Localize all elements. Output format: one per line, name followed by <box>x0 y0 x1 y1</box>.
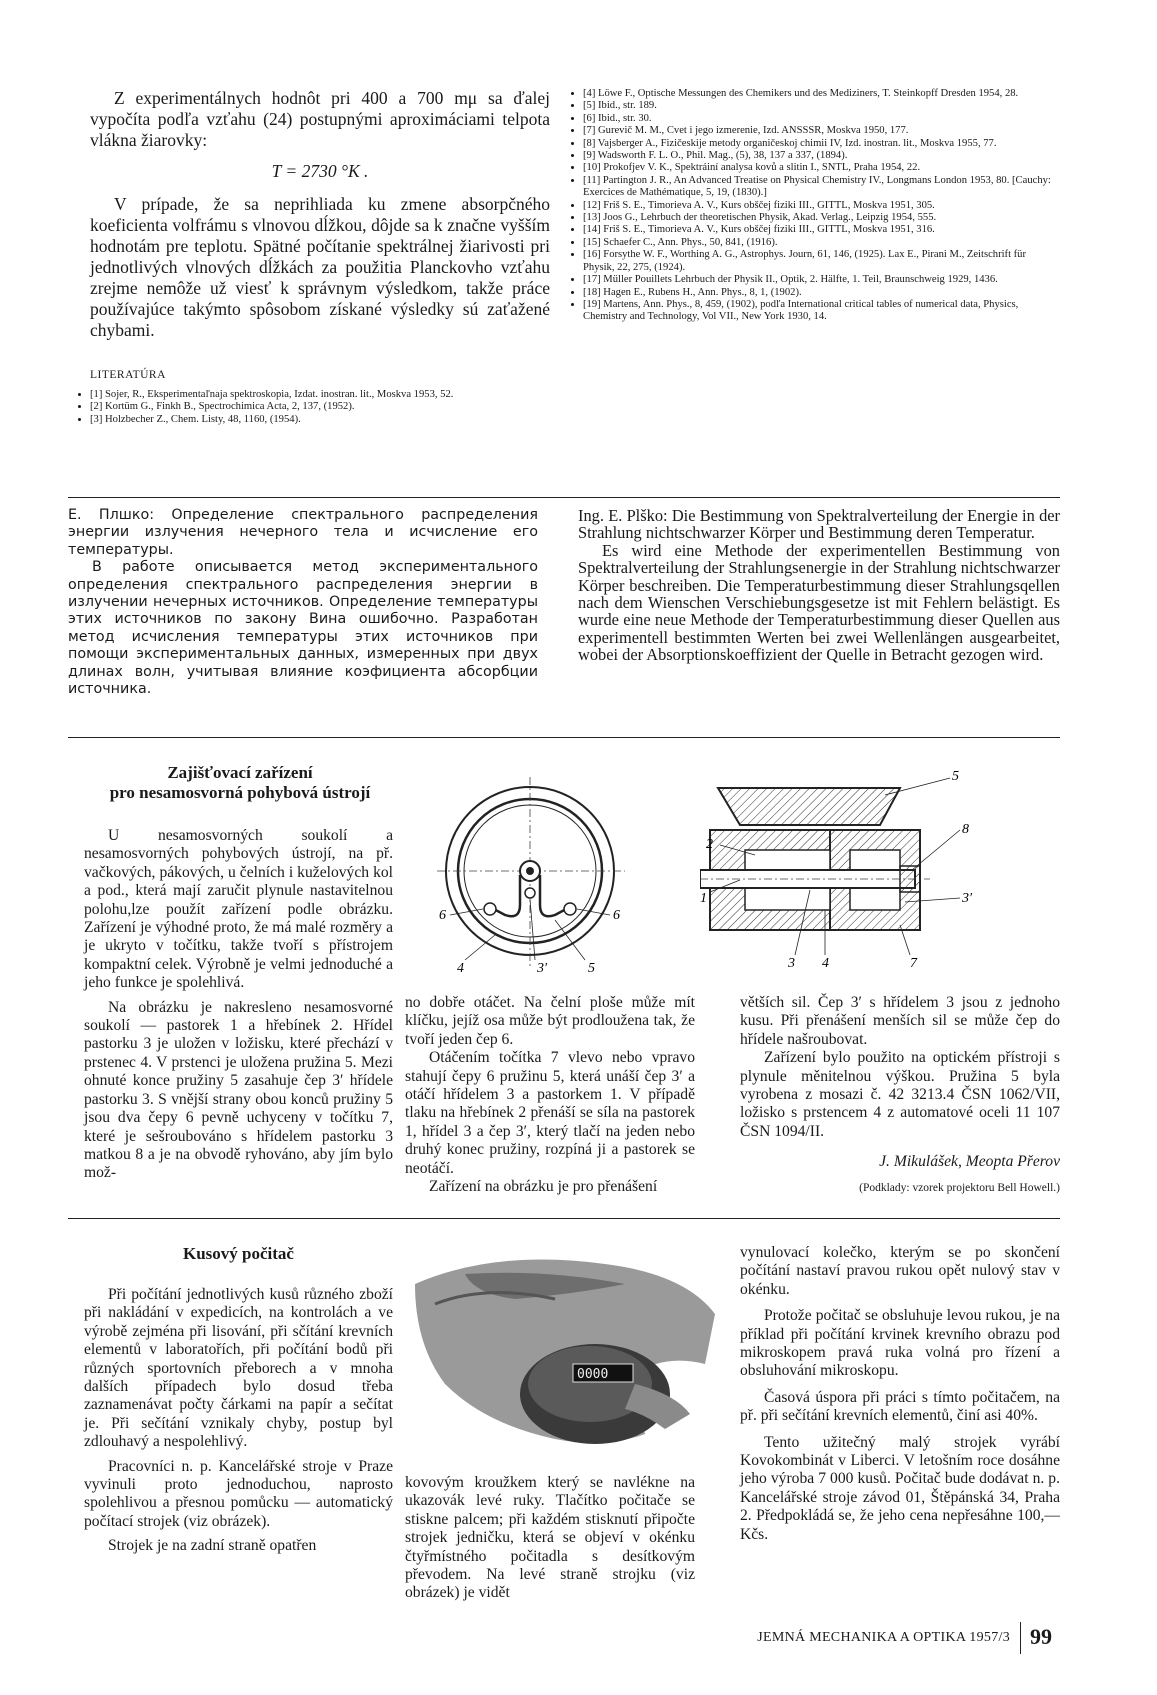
article1-column-3 <box>740 994 1060 1194</box>
fig-label: 3′ <box>962 891 973 906</box>
reference-item: • [12] Friš S. E., Timorieva A. V., Kurs obščej fiziki III., GITTL, Moskva 1951, 305. <box>583 200 1059 212</box>
reference-item: • [9] Wadsworth F. L. O., Phil. Mag., (5), 38, 137 a 337, (1894). <box>583 150 1059 162</box>
abstract-body: В работе описывается метод экспериментального определения спектрального распределения энергии в излучении нечерных источников. Определение температуры этих источников по закону Вина ошибочно. Разработан метод исчисления температуры этих источников при помощи экспериментальных данных, измеренных при двух длинах волн, учитывая влияние коэфициента абсорбции источника. <box>68 559 538 698</box>
reference-item: • [14] Friš S. E., Timorieva A. V., Kurs obščej fiziki III., GITTL, Moskva 1951, 316. <box>583 224 1059 236</box>
fig-label: 8 <box>962 822 969 837</box>
reference-item: • [18] Hagen E., Rubens H., Ann. Phys., 8, 1, (1902). <box>583 287 1059 299</box>
article2-column-2 <box>405 1474 695 1603</box>
figure-section-view <box>700 770 1030 975</box>
formula: T = 2730 °K . <box>271 161 369 181</box>
divider <box>68 497 1060 498</box>
fig-label: 5 <box>952 770 959 784</box>
reference-item: • [5] Ibid., str. 189. <box>583 100 1059 112</box>
photo-hand-counter <box>405 1244 725 1449</box>
paragraph: Tento užitečný malý strojek vyrábí Kovokombinát v Liberci. V letošním roce dosáhne jeho výroba 7 000 kusů. Počitač bude dodávat n. p. Kancelářské stroje závod 01, Štěpánská 34, Praha 2. Předpokládá se, že jeho cena nepřesáhne 100,— Kčs. <box>740 1433 1060 1543</box>
paragraph: Strojek je na zadní straně opatřen <box>108 1537 317 1555</box>
fig-label: 3 <box>788 956 795 971</box>
reference-item: • [11] Partington J. R., An Advanced Treatise on Physical Chemistry IV., Longmans London 1953, 80. [Cauchy: Exercices de Mathématique, 5, 19, (1830).] <box>583 175 1059 200</box>
abstract-body: Es wird eine Methode der experimentellen Bestimmung von Spektralverteilung der Strahlungsenergie in der Strahlung nichtschwarzer Körper beschreiben. Die Temperaturbestimmung dieser Strahlungsqellen nach dem Wienschen Verschiebungsgesetze ist mit Fehlern belästigt. Es wurde eine neue Methode der Temperaturbestimmung dieser Quellen aus experimentell bestimmten Werten bei zwei Wellenlängen ausgearbeitet, wobei der Absorptionskoeffizient der Quelle in Betracht gezogen wird. <box>578 540 1060 665</box>
top-left-column <box>90 88 550 426</box>
abstract-german <box>578 507 1060 664</box>
reference-item: • [15] Schaefer C., Ann. Phys., 50, 841, (1916). <box>583 237 1059 249</box>
reference-item: • [1] Sojer, R., Eksperimentaľnaja spektroskopia, Izdat. inostran. lit., Moskva 1953, 52. <box>90 389 550 401</box>
abstract-title: Ing. E. Plško: Die Bestimmung von Spektralverteilung der Energie in der Strahlung nichtschwarzer Körper und Bestimmung deren Temperatur. <box>578 506 1060 543</box>
paragraph: Otáčením točítka 7 vlevo nebo vpravo stahují čepy 6 pružinu 5, která unáší čep 3′ a otáčí hřídelem 3 a pastorkem 1. V případě tlaku na hřebínek 2 přenáší se síla na pastorek 1, hřídel 3 a čep 3′, který tlačí na jeden nebo druhý konec pružiny, rozpíná ji a pastorek se neotáčí. <box>405 1049 695 1177</box>
article-title <box>80 763 400 803</box>
article2-column-1 <box>84 1286 393 1556</box>
fig-label: 6 <box>613 908 620 923</box>
figure-front-view <box>435 775 675 975</box>
reference-list <box>583 88 1059 324</box>
page-number: 99 <box>1030 1624 1052 1649</box>
paragraph: Časová úspora při práci s tímto počitačem, na př. při sečítání krevních elementů, činí asi 40%. <box>740 1388 1060 1425</box>
title-line: Zajišťovací zařízení <box>167 763 313 782</box>
paragraph: Z experimentálnych hodnôt pri 400 a 700 mμ sa ďalej vypočíta podľa vzťahu (24) postupnými aproximáciami telpota vlákna žiarovky: <box>90 88 550 150</box>
fig-label: 6 <box>439 908 446 923</box>
title-line: pro nesamosvorná pohybová ústrojí <box>109 783 371 802</box>
note: (Podklady: vzorek projektoru Bell Howell.) <box>859 1181 1060 1194</box>
reference-item: • [7] Gurevič M. M., Cvet i jego izmerenie, Izd. ANSSSR, Moskva 1950, 177. <box>583 125 1059 137</box>
divider <box>68 737 1060 738</box>
paragraph: Protože počitač se obsluhuje levou rukou, je na příklad při počítání krvinek krevního obrazu pod mikroskopem pravá ruka volná pro řízení a obsluhování mikroskopu. <box>740 1307 1060 1380</box>
title: Kusový počitač <box>183 1244 294 1263</box>
reference-item: • [10] Prokofjev V. K., Spektráiní analysa kovů a slitin I., SNTL, Praha 1954, 22. <box>583 162 1059 174</box>
reference-item: • [6] Ibid., str. 30. <box>583 113 1059 125</box>
article2-title <box>84 1244 393 1264</box>
reference-item: • [2] Kortüm G., Finkh B., Spectrochimica Acta, 2, 137, (1952). <box>90 401 550 413</box>
reference-item: • [16] Forsythe W. F., Worthing A. G., Astrophys. Journ, 61, 146, (1925). Lax E., Pirani M., Zeitschrift für Physik, 22, 275, (1924). <box>583 249 1059 274</box>
paragraph: V prípade, že sa neprihliada ku zmene absorpčného koeficienta volfrámu s vlnovou dĺžkou, dôjde sa k značne vyšším hodnotám pre teplotu. Spätné počítanie spektrálnej žiarivosti pri jednotlivých vlnových dĺžkách za použitia Planckovho vzťahu zrejme nemôže už viesť k správnym výsledkom, takže práce používajúce takýmto spôsobom získané výsledky sú zaťažené chybami. <box>90 194 550 340</box>
reference-item: • [8] Vajsberger A., Fizičeskije metody organičeskoj chimii IV, Izd. inostran. lit., Moskva 1955, 77. <box>583 138 1059 150</box>
journal-footer: JEMNÁ MECHANIKA A OPTIKA 1957/3 <box>757 1630 1010 1645</box>
fig-label: 4 <box>457 961 464 975</box>
paragraph: kovovým kroužkem který se navlékne na ukazovák levé ruky. Tlačítko počitače se stiskne palcem; při každém stisknutí připočte strojek jedničku, která se objeví v okénku čtyřmístného počitadla s desítkovým převodem. Na levé straně strojku (viz obrázek) je vidět <box>405 1474 695 1602</box>
reference-item: • [3] Holzbecher Z., Chem. Listy, 48, 1160, (1954). <box>90 414 550 426</box>
reference-list <box>90 389 550 426</box>
divider <box>68 1218 1060 1219</box>
paragraph: vynulovací kolečko, kterým se po skončení počítání nastaví pravou rukou opět nulový stav v okénku. <box>740 1244 1060 1298</box>
author: J. Mikulášek, Meopta Přerov <box>879 1153 1060 1171</box>
literature-heading: LITERATÚRA <box>90 369 166 381</box>
paragraph: U nesamosvorných soukolí a nesamosvorných pohybových ústrojí, na př. vačkových, pákových, u čelních i kuželových kol a pod., která mají zaručit plynule nastavitelnou polohu,lze použít zařízení podle obrázku. Zařízení je výhodné proto, že má malé rozměry a je ukryto v točítku, takže tvoří s přístrojem kompaktní celek. Výrobně je velmi jednoduché a jeho funkce je spolehlivá. <box>84 827 393 992</box>
fig-label: 1 <box>700 891 707 906</box>
article1-column-1 <box>84 827 393 1183</box>
reference-item: • [4] Löwe F., Optische Messungen des Chemikers und des Mediziners, T. Steinkopff Dresden 1954, 28. <box>583 88 1059 100</box>
fig-label: 3′ <box>537 961 548 975</box>
article1-column-2 <box>405 994 695 1196</box>
paragraph: Pracovníci n. p. Kancelářské stroje v Praze vyvinuli proto jednoduchou, naprosto spolehlivou a přesnou pomůcku — automatický počítací strojek (viz obrázek). <box>84 1457 393 1530</box>
reference-item: • [17] Müller Pouillets Lehrbuch der Physik II., Optik, 2. Hälfte, 1. Teil, Braunschweig 1929, 1436. <box>583 274 1059 286</box>
paragraph: Zařízení na obrázku je pro přenášení <box>429 1178 658 1196</box>
footer-divider <box>1020 1622 1021 1654</box>
counter-display: 0000 <box>577 1367 609 1382</box>
fig-label: 4 <box>822 956 829 971</box>
fig-label: 2 <box>706 837 713 852</box>
top-right-references <box>583 88 1059 324</box>
reference-item: • [13] Joos G., Lehrbuch der theoretischen Physik, Akad. Verlag., Leipzig 1954, 555. <box>583 212 1059 224</box>
paragraph: Při počítání jednotlivých kusů různého zboží při nakládání v expedicích, na kontrolách a ve výrobě zejména při lisování, při sčítání krevních elementů v laboratořích, při počítání bodů při různých sportovních přeborech a v mnoha dalších případech bylo dosud třeba zaznamenávat počty čárkami na papír a sečítat je. Při sečítání vznikaly chyby, postup byl zdlouhavý a nespolehlivý. <box>84 1286 393 1451</box>
reference-item: • [19] Martens, Ann. Phys., 8, 459, (1902), podľa International critical tables of numerical data, Physics, Chemistry and Technology, Vol VII., New York 1930, 14. <box>583 299 1059 324</box>
fig-label: 5 <box>588 961 595 975</box>
paragraph: Na obrázku je nakresleno nesamosvorné soukolí — pastorek 1 a hřebínek 2. Hřídel pastorku 3 je uložen v ložisku, které přechází v prstenec 4. V prstenci je uložena pružina 5. Mezi ohnuté konce pružiny 5 zasahuje čep 3′ hřídele pastorku 3. S vnější strany obou konců pružiny 5 jsou dva čepy 6 pevně uchyceny v točítku 7, které je sešroubováno s hřídelem pastorku 3 matkou 8 a je na obvodě ryhováno, aby jím bylo mož- <box>84 998 393 1182</box>
paragraph: větších sil. Čep 3′ s hřídelem 3 jsou z jednoho kusu. Při přenášení menších sil se může čep do hřídele našroubovat. <box>740 994 1060 1048</box>
paragraph: Zařízení bylo použito na optickém přístroji s plynule měnitelnou výškou. Pružina 5 byla vyrobena z mosazi č. 42 3213.4 ČSN 1062/VII, ložisko s prstencem 4 z automatové oceli 11 107 ČSN 1094/II. <box>740 1049 1060 1140</box>
abstract-title: Е. Плшко: Определение спектрального распределения энергии излучения нечерного тела и исчисление его температуры. <box>68 507 538 558</box>
fig-label: 7 <box>910 956 917 971</box>
paragraph: no dobře otáčet. Na čelní ploše může mít klíčku, jejíž osa může být prodloužena tak, že tvoří jeden čep 6. <box>405 994 695 1048</box>
article2-column-3 <box>740 1244 1060 1544</box>
abstract-russian <box>68 507 538 698</box>
